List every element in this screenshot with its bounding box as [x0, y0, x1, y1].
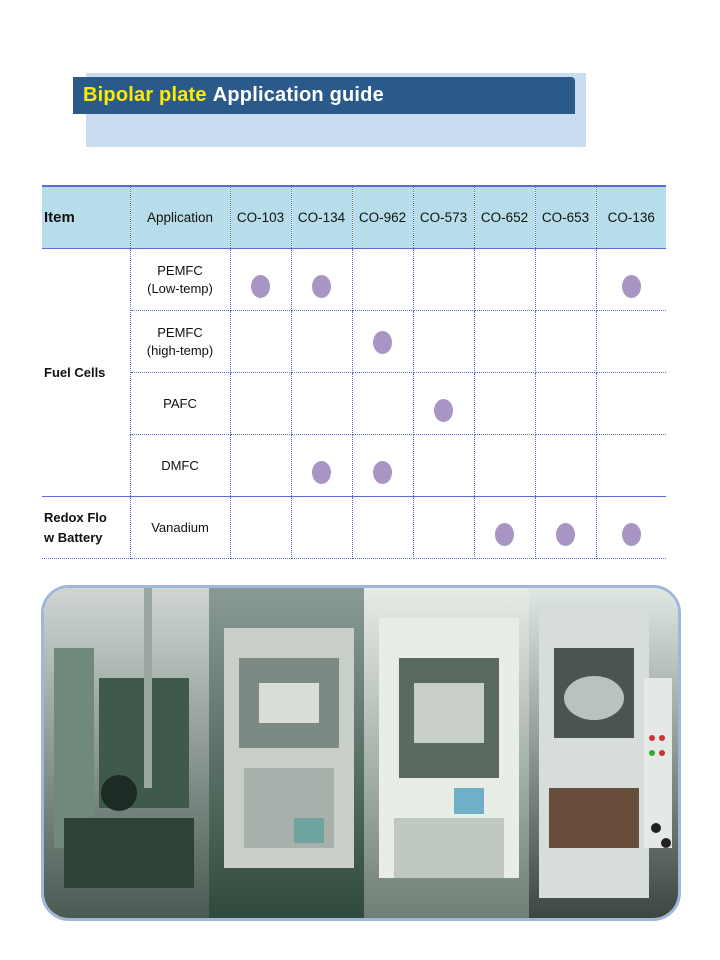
mark-cell: [352, 435, 413, 497]
mark-cell: [291, 311, 352, 373]
mark-cell: [230, 249, 291, 311]
application-mark-dot: [622, 523, 641, 546]
header-application: Application: [130, 186, 230, 249]
application-mark-dot: [312, 275, 331, 298]
factory-machinery-photo: [41, 585, 681, 921]
application-mark-dot: [373, 331, 392, 354]
mark-cell: [352, 373, 413, 435]
mark-cell: [474, 497, 535, 559]
application-name: DMFC: [161, 457, 199, 473]
header-grade: CO-136: [596, 186, 666, 249]
mark-cell: [291, 497, 352, 559]
mark-cell: [413, 435, 474, 497]
application-cell: [130, 497, 230, 559]
mark-cell: [474, 435, 535, 497]
mark-cell: [596, 435, 666, 497]
application-mark-dot: [434, 399, 453, 422]
application-name: PEMFC: [157, 262, 203, 278]
mark-cell: [535, 249, 596, 311]
application-cell: [130, 311, 230, 373]
application-mark-dot: [495, 523, 514, 546]
factory-photo-illustration: [44, 588, 678, 918]
mark-cell: [291, 249, 352, 311]
mark-cell: [596, 373, 666, 435]
mark-cell: [352, 249, 413, 311]
header-grade: CO-103: [230, 186, 291, 249]
application-mark-dot: [622, 275, 641, 298]
header-item: Item: [42, 186, 130, 249]
title-banner: [73, 77, 575, 114]
application-mark-dot: [312, 461, 331, 484]
application-name: PAFC: [163, 395, 197, 411]
mark-cell: [535, 497, 596, 559]
application-cell: [130, 373, 230, 435]
mark-cell: [474, 311, 535, 373]
header-grade: CO-573: [413, 186, 474, 249]
mark-cell: [413, 249, 474, 311]
group-redox-flow-battery: [42, 497, 130, 559]
mark-cell: [596, 249, 666, 311]
mark-cell: [352, 311, 413, 373]
mark-cell: [474, 249, 535, 311]
mark-cell: [474, 373, 535, 435]
mark-cell: [230, 311, 291, 373]
title-highlight: Bipolar plate: [83, 84, 207, 106]
application-cell: [130, 435, 230, 497]
group-fuel-cells: Fuel Cells: [42, 249, 130, 497]
group-name-line2: w Battery: [44, 529, 103, 545]
application-name: Vanadium: [151, 519, 209, 535]
table-row: [42, 311, 666, 373]
header-grade: CO-652: [474, 186, 535, 249]
table-row: [42, 373, 666, 435]
mark-cell: [230, 435, 291, 497]
mark-cell: [352, 497, 413, 559]
mark-cell: [596, 311, 666, 373]
title-rest: Application guide: [212, 84, 384, 106]
table-row: [42, 435, 666, 497]
header-grade: CO-962: [352, 186, 413, 249]
application-mark-dot: [251, 275, 270, 298]
mark-cell: [291, 435, 352, 497]
application-cell: [130, 249, 230, 311]
mark-cell: [413, 497, 474, 559]
header-grade: CO-134: [291, 186, 352, 249]
application-mark-dot: [373, 461, 392, 484]
application-subname: (Low-temp): [147, 280, 213, 296]
group-name-line1: Redox Flo: [44, 509, 107, 525]
mark-cell: [291, 373, 352, 435]
header-grade: CO-653: [535, 186, 596, 249]
application-name: PEMFC: [157, 324, 203, 340]
mark-cell: [230, 497, 291, 559]
table-row: [42, 497, 666, 559]
mark-cell: [596, 497, 666, 559]
mark-cell: [535, 373, 596, 435]
mark-cell: [413, 373, 474, 435]
mark-cell: [535, 311, 596, 373]
application-guide-table: [42, 185, 666, 559]
mark-cell: [230, 373, 291, 435]
table-header-row: [42, 186, 666, 249]
application-subname: (high-temp): [146, 342, 214, 358]
mark-cell: [413, 311, 474, 373]
application-mark-dot: [556, 523, 575, 546]
table-row: [42, 249, 666, 311]
mark-cell: [535, 435, 596, 497]
